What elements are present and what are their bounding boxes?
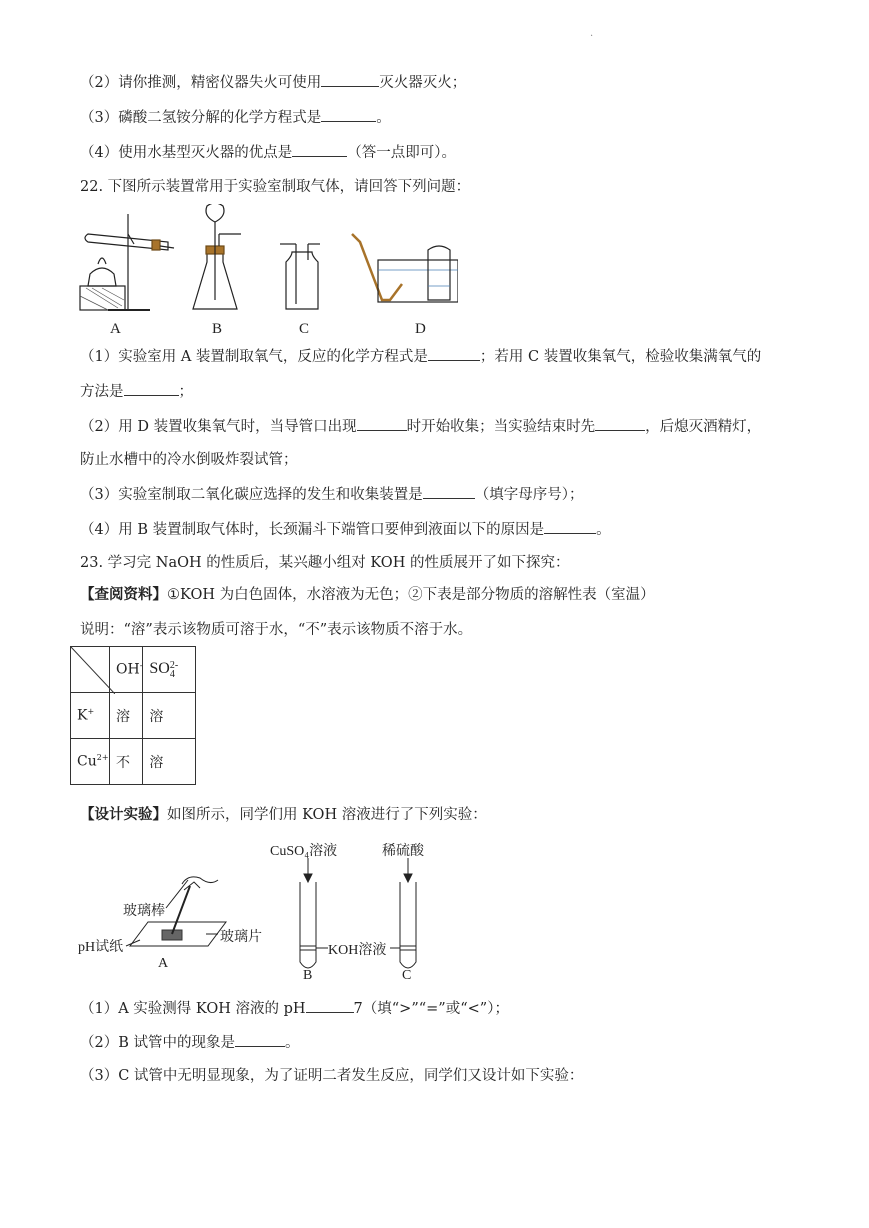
experiment-b	[300, 858, 316, 968]
info-text: ①KOH 为白色固体，水溶液为无色；②下表是部分物质的溶解性表（室温）	[167, 587, 655, 603]
figure-label-c: C	[402, 968, 412, 983]
koh-label: KOH溶液	[328, 943, 387, 958]
q23-design	[80, 805, 487, 825]
answer-blank[interactable]	[292, 142, 347, 157]
table-header-row	[71, 647, 196, 693]
q22-part3-text: （3）实验室制取二氧化碳应选择的发生和收集装置是	[80, 487, 423, 503]
q22-part1-tail: ；若用 C 装置收集氧气，检验收集满氧气的	[479, 349, 762, 365]
q21-part4	[80, 142, 456, 163]
cu-charge: 2+	[96, 753, 109, 763]
q21-part2-tail: 灭火器灭火；	[379, 75, 467, 91]
q22-part1b	[80, 381, 193, 402]
table-cell: 溶	[143, 739, 196, 785]
q23-note: 说明：“溶”表示该物质可溶于水，“不”表示该物质不溶于水。	[80, 622, 473, 638]
figure-label-d: D	[415, 321, 426, 337]
glass-rod-label: 玻璃棒	[123, 904, 165, 919]
answer-blank[interactable]	[595, 416, 645, 431]
answer-blank[interactable]	[306, 998, 354, 1013]
q22-part1b-tail: ；	[178, 384, 193, 400]
cuso4-label: CuSO₄溶液	[270, 844, 338, 859]
diagonal-cell	[71, 647, 110, 693]
q22-part1a	[80, 346, 761, 367]
oh-text: OH	[116, 661, 140, 678]
k-text: K	[77, 707, 88, 724]
oh-charge: -	[139, 661, 143, 671]
q22-stem: 22. 下图所示装置常用于实验室制取气体，请回答下列问题：	[80, 179, 471, 195]
q23-part1-text: （1）A 实验测得 KOH 溶液的 pH	[80, 1001, 306, 1017]
figure-label-b: B	[212, 321, 223, 337]
q21-part3	[80, 107, 391, 128]
header-so4	[143, 647, 196, 693]
q22-part3	[80, 484, 583, 505]
q23-part2	[80, 1032, 300, 1053]
apparatus-c	[280, 244, 320, 309]
row-cu	[71, 739, 110, 785]
q23-info	[80, 585, 655, 605]
figure-label-a: A	[110, 321, 121, 337]
header-mark: .	[590, 28, 594, 39]
solubility-table	[70, 646, 196, 785]
q22-part1-text: （1）实验室用 A 装置制取氧气，反应的化学方程式是	[80, 349, 428, 365]
answer-blank[interactable]	[235, 1032, 285, 1047]
answer-blank[interactable]	[321, 72, 379, 87]
q21-part3-tail: 。	[376, 110, 391, 126]
cu-text: Cu	[77, 753, 97, 770]
table-cell: 溶	[143, 693, 196, 739]
q22-part2b: 防止水槽中的冷水倒吸炸裂试管；	[80, 452, 298, 468]
apparatus-a	[80, 214, 174, 310]
q21-part3-text: （3）磷酸二氢铵分解的化学方程式是	[80, 110, 322, 126]
answer-blank[interactable]	[428, 346, 480, 361]
q23-part3: （3）C 试管中无明显现象，为了证明二者发生反应，同学们又设计如下实验：	[80, 1068, 584, 1084]
q23-part1	[80, 998, 509, 1019]
q21-part4-text: （4）使用水基型灭火器的优点是	[80, 145, 293, 161]
q22-part2-tail: ，后熄灭酒精灯，	[645, 419, 762, 435]
q22-part2-text: （2）用 D 装置收集氧气时，当导管口出现	[80, 419, 357, 435]
answer-blank[interactable]	[544, 519, 596, 534]
apparatus-drawing	[78, 204, 458, 329]
diagonal-line	[71, 647, 115, 694]
q21-part2-text: （2）请你推测，精密仪器失火可使用	[80, 75, 322, 91]
q22-part2a	[80, 416, 761, 437]
apparatus-b	[193, 204, 241, 309]
answer-blank[interactable]	[321, 107, 376, 122]
so4-text: SO	[149, 660, 170, 678]
q23-stem: 23. 学习完 NaOH 的性质后，某兴趣小组对 KOH 的性质展开了如下探究：	[80, 555, 570, 571]
apparatus-d	[352, 234, 458, 302]
table-cell: 溶	[110, 693, 143, 739]
answer-blank[interactable]	[423, 484, 475, 499]
q23-part2-text: （2）B 试管中的现象是	[80, 1035, 235, 1051]
design-tag: 【设计实验】	[80, 806, 167, 823]
q22-part4-text: （4）用 B 装置制取气体时，长颈漏斗下端管口要伸到液面以下的原因是	[80, 522, 545, 538]
q22-part3-tail: （填字母序号）；	[474, 487, 584, 503]
figure-label-a: A	[158, 956, 169, 971]
acid-label: 稀硫酸	[382, 844, 424, 859]
q21-part2	[80, 72, 466, 93]
glass-sheet-label: 玻璃片	[220, 930, 262, 945]
answer-blank[interactable]	[124, 381, 179, 396]
q21-part4-tail: （答一点即可）。	[347, 145, 456, 161]
q22-part1b-text: 方法是	[80, 384, 124, 400]
table-row	[71, 739, 196, 785]
so4-charge: 2-	[169, 659, 179, 671]
q22-part4	[80, 519, 611, 540]
ph-paper-label: pH试纸	[78, 940, 124, 955]
figure-label-c: C	[299, 321, 310, 337]
info-tag: 【查阅资料】	[80, 586, 167, 603]
apparatus-figure	[78, 204, 458, 337]
q22-part2-mid: 时开始收集；当实验结束时先	[406, 419, 596, 435]
so4-sub: 4	[169, 668, 175, 680]
q23-part2-tail: 。	[285, 1035, 300, 1051]
k-charge: +	[87, 707, 95, 717]
q23-part1-tail: 7（填“>”“=”或“<”）；	[353, 1001, 509, 1017]
table-cell: 不	[110, 739, 143, 785]
answer-blank[interactable]	[357, 416, 407, 431]
experiment-figure	[78, 838, 438, 988]
figure-label-b: B	[303, 968, 313, 983]
table-row	[71, 693, 196, 739]
row-k	[71, 693, 110, 739]
q22-part4-tail: 。	[596, 522, 611, 538]
design-text: 如图所示，同学们用 KOH 溶液进行了下列实验：	[167, 807, 487, 823]
